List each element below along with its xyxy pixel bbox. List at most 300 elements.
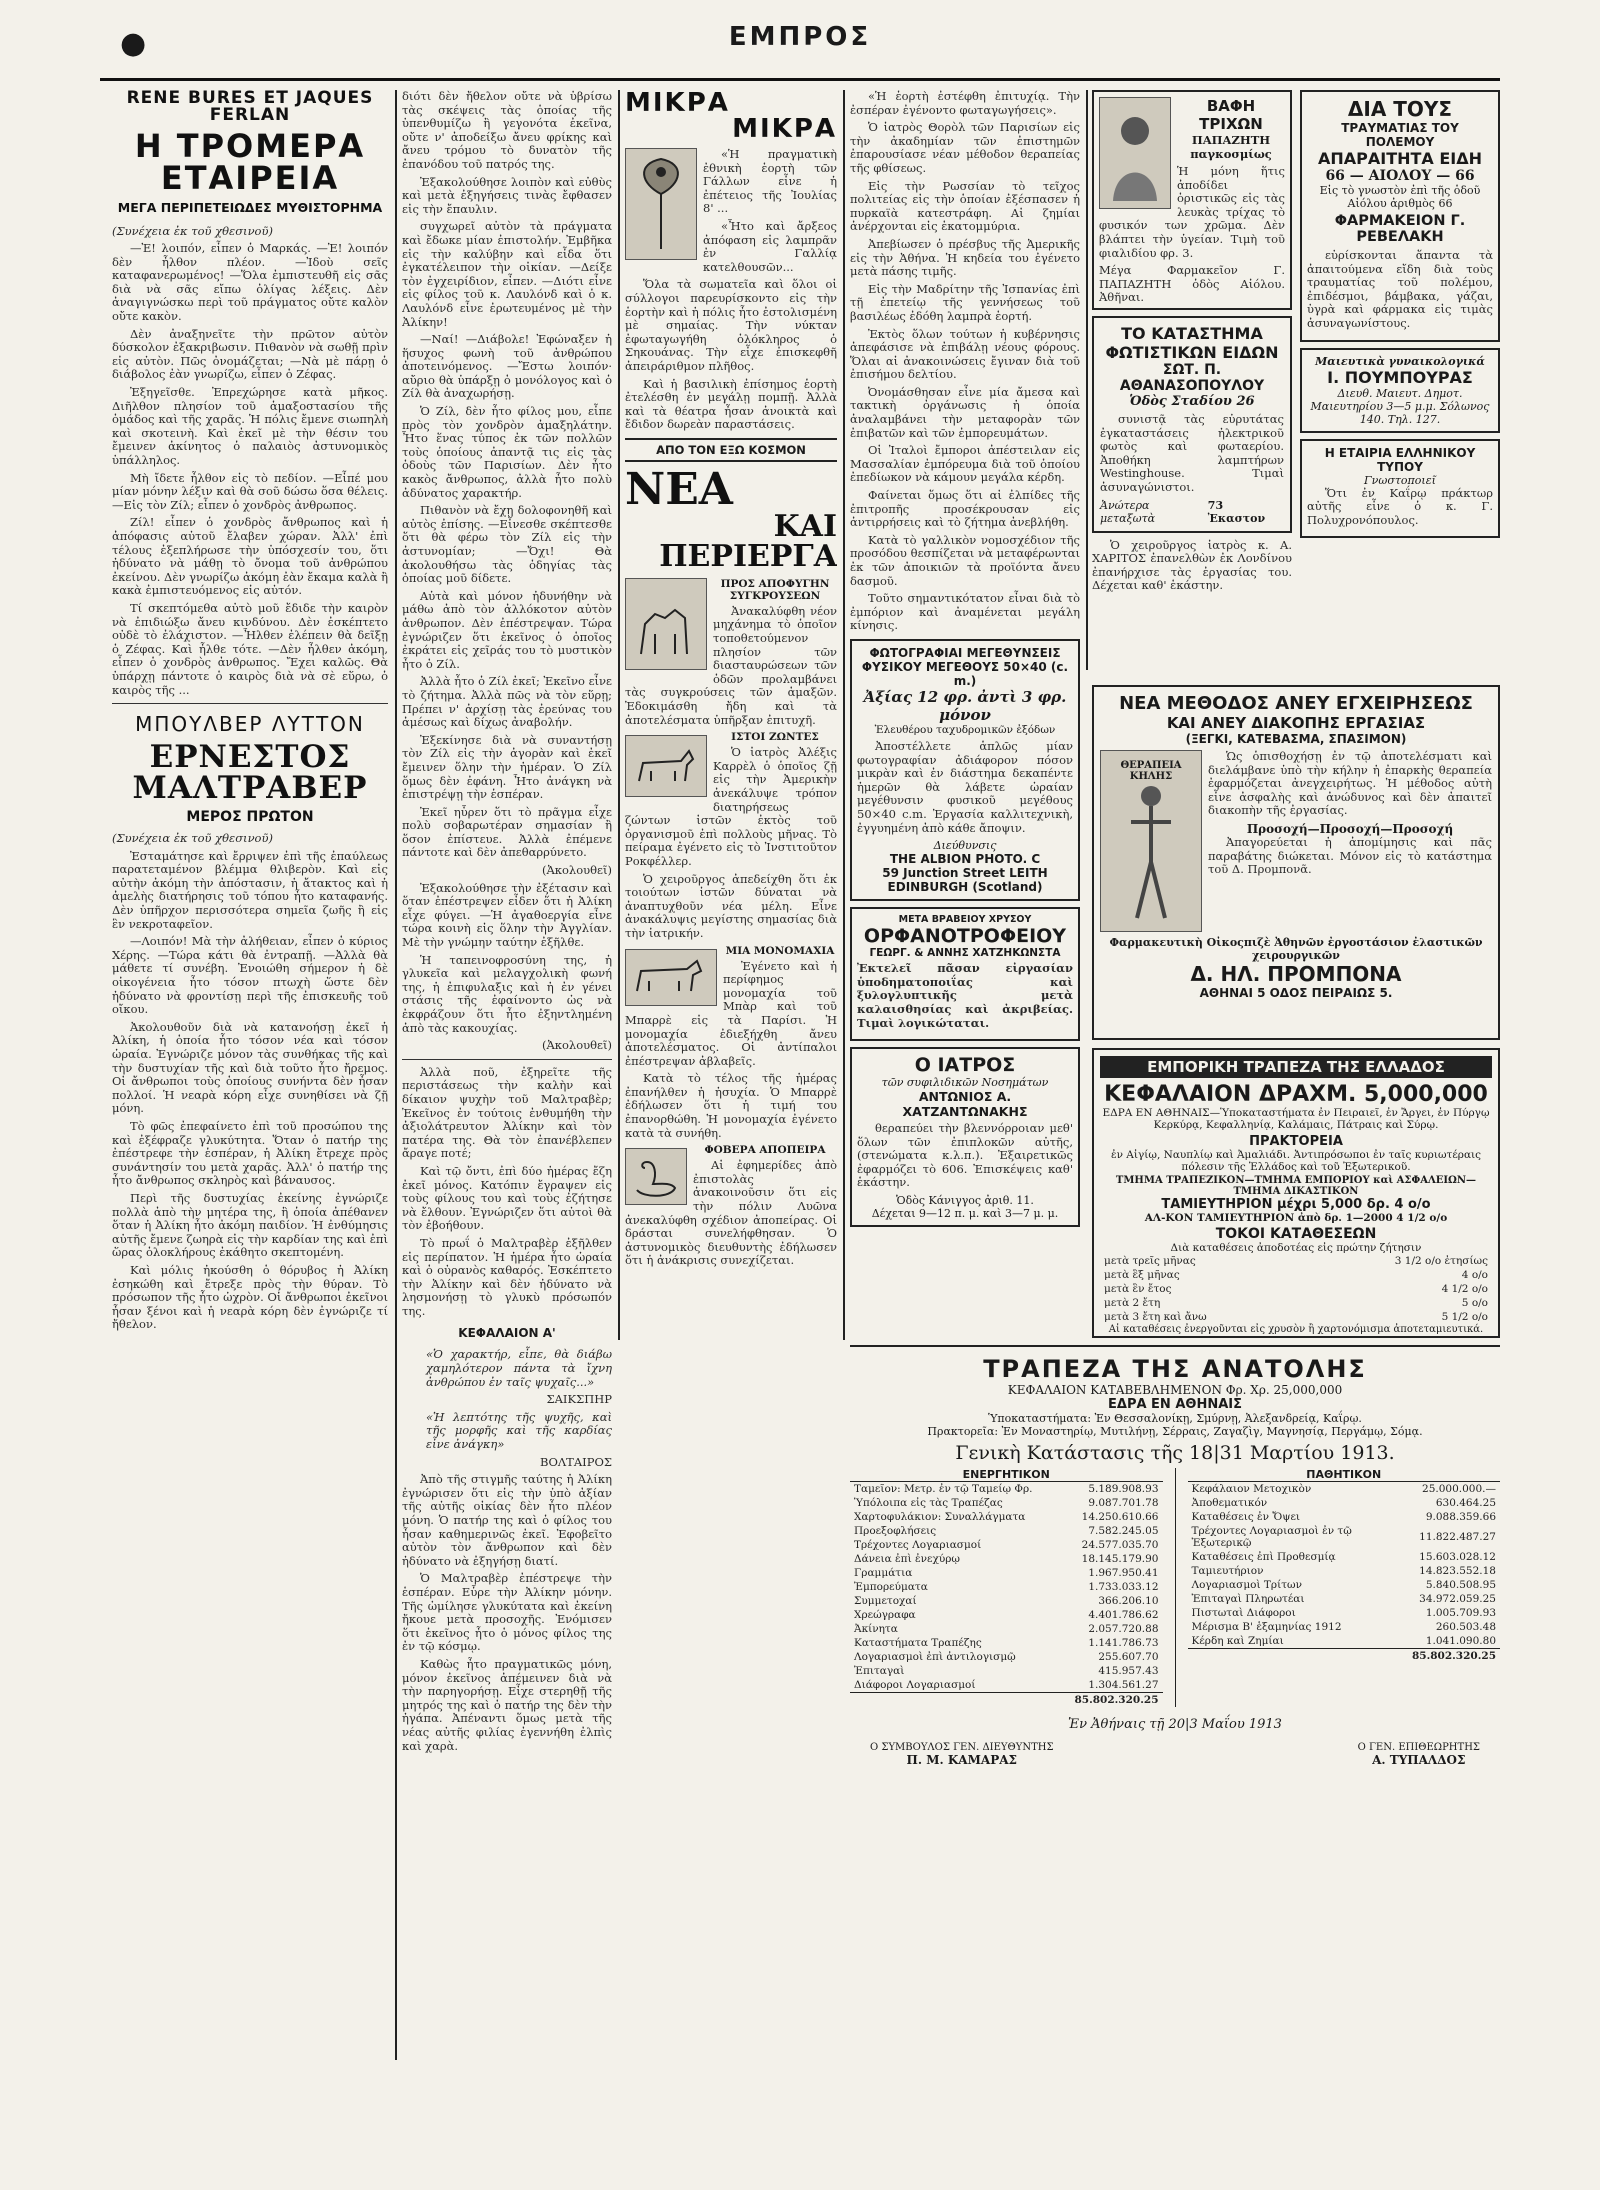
statement-capital: ΚΕΦΑΛΑΙΟΝ ΚΑΤΑΒΕΒΛΗΜΕΝΟΝ Φρ. Χρ. 25,000,000 bbox=[1007, 1383, 1343, 1397]
ad-address: Ὁδὸς Σταδίου 26 bbox=[1129, 394, 1255, 409]
asset-label: Καταστήματα Τραπέζης bbox=[854, 1637, 982, 1649]
hernia-treatment-ad bbox=[1092, 685, 1500, 1040]
bank-capital: ΚΕΦΑΛΑΙΟΝ ΔΡΑΧΜ. 5,000,000 bbox=[1104, 1082, 1488, 1107]
asset-value: 1.967.950.41 bbox=[1088, 1567, 1159, 1579]
article-paragraph: Ἐκεῖ ηὗρεν ὅτι τὸ πρᾶγμα εἶχε πολὺ σοβαρωτέραν σημασίαν ἢ ὅσον ἐπίστευε. Ἀλλὰ ἐπέμενε πάντοτε καὶ δὲν ἀπεθαρρύνετο. bbox=[402, 804, 612, 860]
rate-label: μετὰ ἓν ἔτος bbox=[1104, 1283, 1172, 1295]
ad-text: Ἡ μόνη ἥτις ἀποδίδει ὁριστικῶς εἰς τὰς λευκὰς τρίχας τὸ φυσικόν των χρῶμα. Δὲν βλάπτει τὴν ὑγείαν. Τιμὴ τοῦ φιαλιδίου φρ. 3. bbox=[1099, 164, 1285, 260]
ad-address: ΑΘΗΝΑΙ 5 ΟΔΟΣ ΠΕΙΡΑΙΩΣ 5. bbox=[1199, 986, 1393, 1000]
news-item-title: ΜΙΑ ΜΟΝΟΜΑΧΙΑ bbox=[725, 944, 835, 957]
liabilities-total: 85.802.320.25 bbox=[1411, 1650, 1496, 1662]
ad-line: ΣΩΤ. Π. ΑΘΑΝΑΣΟΠΟΥΛΟΥ bbox=[1119, 362, 1265, 394]
rate-value: 4 1/2 ο/ο bbox=[1441, 1283, 1488, 1295]
liability-label: Τρέχοντες Λογαριασμοὶ ἐν τῷ Ἐξωτερικῷ bbox=[1191, 1525, 1352, 1549]
ad-address: 59 Junction Street LEITH bbox=[882, 866, 1048, 881]
table-row bbox=[1188, 1592, 1501, 1606]
serial-title-2: ΕΡΝΕΣΤΟΣ ΜΑΛΤΡΑΒΕΡ bbox=[132, 739, 368, 807]
news-item-title: ΙΣΤΟΙ ΖΩΝΤΕΣ bbox=[731, 731, 819, 744]
war-wounded-ad bbox=[1300, 90, 1500, 342]
article-paragraph: Ἀκολουθοῦν διὰ νὰ κατανοήσῃ ἐκεῖ ἡ Ἀλίκη, ἡ ὁποία ἦτο τόσον νέα καὶ τόσον ὡραία. Ἐγνώριζε μόνον τὰς συνθήκας τῆς καὶ τὴν δυστυχίαν τῆς καὶ διὰ τοῦτο ἦτο ἤρεμος. Οἱ ἄνθρωποι τοὺς ὁποίους συνήντα δὲν ἦσαν πολλοί. Ἡ νεαρὰ κόρη εἶχε συνηθίσει νὰ ζῇ μόνη. bbox=[112, 1019, 388, 1116]
asset-value: 4.401.786.62 bbox=[1088, 1609, 1159, 1621]
statement-agencies: Πρακτορεῖα: Ἐν Μοναστηρίῳ, Μυτιλήνῃ, Σέρραις, Ζαγαζὶγ, Μαγνησίᾳ, Περγάμῳ, Σόμᾳ. bbox=[927, 1425, 1423, 1438]
asset-label: Ταμεῖον: Μετρ. ἐν τῷ Ταμείῳ Φρ. bbox=[854, 1483, 1033, 1495]
ad-line: ΓΕΩΡΓ. & ΑΝΝΗΣ ΧΑΤΖΗΚΩΝΣΤΑ bbox=[869, 947, 1061, 960]
table-row bbox=[850, 1482, 1163, 1496]
bank-rates-note: Αἱ καταθέσεις ἐνεργοῦνται εἰς χρυσὸν ἢ χαρτονόμισμα ἀποτεταμιευτικά. bbox=[1108, 1324, 1484, 1335]
liabilities-column bbox=[1188, 1468, 1501, 1707]
article-paragraph: διότι δὲν ἤθελον οὔτε νὰ ὑβρίσω τὰς σκέψεις τὰς ὁποίας τῆς ὑπενθυμίζω ἢ γεγονότα ἐκεῖνα, οὔτε ν' ἀποδείξω ἄνευ φρίκης καὶ ἄνευ τρόμου τὸ δυνατὸν τῆς ἐπανόδου τοῦ πατρός της. bbox=[402, 90, 612, 171]
asset-label: Χαρτοφυλάκιον: Συναλλάγματα bbox=[854, 1511, 1026, 1523]
ad-subline: (ΞΕΓΚΙ, ΚΑΤΕΒΑΣΜΑ, ΣΠΑΣΙΜΟΝ) bbox=[1185, 732, 1407, 746]
news-paragraph: Ὀνομάσθησαν εἶνε μία ἄμεσα καὶ τακτικὴ ὀργάνωσις ἡ ὁποία ἀναλαμβάνει τὴν μεταφορὰν τῶν ἐπιβατῶν καὶ τῶν ἐμπορευμάτων. bbox=[850, 384, 1080, 440]
column-ads-right bbox=[1300, 90, 1500, 675]
news-paragraph: Φαίνεται ὅμως ὅτι αἱ ἐλπίδες τῆς ἐπιτροπῆς προσέκρουσαν εἰς ἀντιρρήσεις καὶ τὸ ζήτημα ἀνεβλήθη. bbox=[850, 488, 1080, 530]
news-paragraph: Ἀπεβίωσεν ὁ πρέσβυς τῆς Ἀμερικῆς εἰς τὴν Ἀθήνα. Ἡ κηδεία του ἐγένετο μετὰ πάσης τιμῆς. bbox=[850, 236, 1080, 279]
dog-illustration bbox=[625, 735, 707, 797]
ad-line: ΦΥΣΙΚΟΥ ΜΕΓΕΘΟΥΣ 50×40 (c. m.) bbox=[861, 659, 1069, 688]
news-paragraph: Εἰς τὴν Μαδρίτην τῆς Ἰσπανίας ἐπὶ τῇ ἐπετείῳ τῆς γεννήσεως τοῦ βασιλέως ἐδόθη λαμπρὰ ἑορτή. bbox=[850, 281, 1080, 323]
peacock-icon bbox=[631, 154, 691, 254]
table-row bbox=[1100, 1268, 1492, 1282]
ad-address: Ὁδὸς Κάνιγγος ἀριθ. 11. bbox=[896, 1194, 1034, 1208]
table-row bbox=[1100, 1282, 1492, 1296]
asset-value: 415.957.43 bbox=[1098, 1665, 1159, 1677]
table-row bbox=[1100, 1296, 1492, 1310]
ad-title: ΒΑΦΗ ΤΡΙΧΩΝ bbox=[1199, 97, 1263, 133]
article-paragraph: Ἐξακολούθησε λοιπὸν καὶ εὐθὺς καὶ μετὰ ἐξηγήσεις τινὰς ἔφθασεν εἰς τὴν ἔπαυλιν. bbox=[402, 174, 612, 216]
column-news-ads bbox=[850, 90, 1080, 1330]
news-paragraph: Αἱ ἐφημερίδες ἀπὸ ἐπιστολὰς ἀνακοινοῦσιν ὅτι εἰς τὴν πόλιν Λυῶνα ἀνεκαλύφθη σχέδιον ἀποπείρας. Οἱ δράσται συνελήφθησαν. Ὁ ἀστυνομικὸς διευθυντὴς ἐδήλωσεν ὅτι ἡ ἀνάκρισις συνεχίζεται. bbox=[625, 1158, 837, 1268]
article-paragraph: Αὐτὰ καὶ μόνον ἠδυνήθην νὰ μάθω ἀπὸ τὸν ἀλλόκοτον αὐτὸν ἀνθρωπον. Δὲν ἐπέστρεψαν. Τώρα ἐγνώριζεν ὅτι ἐκεῖνος ὁ ὁποῖος ἐκράτει εἰς χεῖράς του τὸ μυστικὸν ἦτο ὁ Ζίλ. bbox=[402, 588, 612, 671]
ad-title: ΤΟ ΚΑΤΑΣΤΗΜΑ ΦΩΤΙΣΤΙΚΩΝ ΕΙΔΩΝ bbox=[1105, 324, 1279, 362]
liability-label: Μέρισμα Β' ἑξαμηνίας 1912 bbox=[1191, 1621, 1342, 1633]
article-paragraph: Δὲν ἀναξηνεῖτε τὴν πρῶτον αὐτὸν δύσκολον ἐξακριβωσιν. Πιθανὸν νὰ σωθῇ πρὶν εἰς αὐτὸν. Πῶς ὀνομάζεται; —Νὰ μὲ πάρῃ ὁ διάβολος ἐὰν γνωρίζω, εἶπεν ὁ Ζέφας. bbox=[112, 326, 388, 382]
news-paragraph: «Ἦτο καὶ ἄρξεος ἀπόφαση εἰς λαμπρᾶν ἐν Γαλλίᾳ κατελθουσῶν... bbox=[703, 218, 837, 274]
table-row bbox=[850, 1524, 1163, 1538]
liability-label: Ταμιευτήριον bbox=[1191, 1565, 1264, 1577]
ad-line: 66 — ΑΙΟΛΟΥ — 66 bbox=[1325, 168, 1475, 184]
liability-label: Κεφάλαιον Μετοχικὸν bbox=[1191, 1483, 1312, 1495]
asset-label: Γραμμάτια bbox=[854, 1567, 913, 1579]
signatures bbox=[850, 1742, 1500, 1767]
news-paragraph: Ὅλα τὰ σωματεῖα καὶ ὅλοι οἱ σύλλογοι παρευρίσκοντο εἰς τὴν ἑορτὴν καὶ ἡ πόλις ἦτο ἐστολισμένη μὲ σημαίας. Τὴν νύκταν ἐφωταγωγήθη ὁλόκληρος ὁ Σηκουάνας. Τὴν εἶχε ἐπισκεφθῆ ἀπειράριθμον πλῆθος. bbox=[625, 277, 837, 373]
asset-label: Τρέχοντες Λογαριασμοί bbox=[854, 1539, 982, 1551]
table-row bbox=[850, 1650, 1163, 1664]
ad-title: ΦΑΡΜΑΚΕΙΟΝ Γ. ΡΕΒΕΛΑΚΗ bbox=[1334, 213, 1466, 245]
news-paragraph: Οἱ Ἰταλοὶ ἔμποροι ἀπέστειλαν εἰς Μασσαλίαν ἐμπόρευμα διὰ τοῦ ὁποίου ἐπεδίωκον νὰ κάμουν μεγάλα κέρδη. bbox=[850, 443, 1080, 485]
ad-text: εὑρίσκονται ἅπαντα τὰ ἀπαιτούμενα εἴδη διὰ τοὺς τραυματίας τοῦ πολέμου, ἐπιδέσμοι, βάμβακα, γάζαι, ὑγρὰ καὶ φάρμακα εἰς τιμὰς ἀσυναγωνίστους. bbox=[1307, 248, 1493, 330]
lighting-store-ad bbox=[1092, 316, 1292, 533]
news-item-title: ΠΡΟΣ ΑΠΟΦΥΓΗΝ ΣΥΓΚΡΟΥΣΕΩΝ bbox=[720, 577, 830, 602]
asset-value: 366.206.10 bbox=[1098, 1595, 1159, 1607]
ad-line: Προσοχή—Προσοχή—Προσοχή bbox=[1246, 821, 1454, 836]
table-row bbox=[1188, 1550, 1501, 1564]
ad-title: ΔΙΑ ΤΟΥΣ bbox=[1347, 97, 1453, 121]
signature-right bbox=[1358, 1742, 1480, 1767]
ad-footer bbox=[1100, 499, 1284, 525]
assets-column bbox=[850, 1468, 1163, 1707]
ad-price: Ἀξίας 12 φρ. ἀντὶ 3 φρ. μόνον bbox=[863, 687, 1067, 724]
epigraph: «Ἡ λεπτότης τῆς ψυχῆς, καὶ τῆς μορφῆς καὶ τῆς καρδίας εἶνε ἀνάγκη» bbox=[426, 1409, 612, 1452]
rate-value: 5 1/2 ο/ο bbox=[1441, 1311, 1488, 1323]
ad-subline: ΠΑΠΑΖΗΤΗ παγκοσμίως bbox=[1190, 133, 1272, 161]
epigraph: «Ὁ χαρακτήρ, εἶπε, θὰ διάβω χαμηλότερον πάντα τὰ ἴχνη ἀνθρώπου ἐν ταῖς ψυχαῖς...» bbox=[426, 1347, 612, 1389]
liability-label: Κέρδη καὶ Ζημίαι bbox=[1191, 1635, 1284, 1647]
doctor-ad bbox=[850, 1047, 1080, 1227]
serial-part: ΜΕΡΟΣ ΠΡΩΤΟΝ bbox=[186, 809, 314, 826]
column-rule bbox=[1175, 1468, 1176, 1707]
continuation-note: (Συνέχεια ἐκ τοῦ χθεσινοῦ) bbox=[112, 831, 273, 846]
serial-subtitle: ΜΕΓΑ ΠΕΡΙΠΕΤΕΙΩΔΕΣ ΜΥΘΙΣΤΟΡΗΜΑ bbox=[117, 200, 383, 215]
table-row bbox=[850, 1608, 1163, 1622]
asset-label: Δάνεια ἐπὶ ἐνεχύρῳ bbox=[854, 1553, 960, 1565]
column-serial-continued bbox=[402, 90, 612, 2160]
news-paragraph: Τοῦτο σημαντικότατον εἶναι διὰ τὸ ἐμπόριον καὶ ἀναμένεται μεγάλη κίνησις. bbox=[850, 591, 1080, 633]
total-row bbox=[1188, 1649, 1501, 1664]
woman-portrait bbox=[1099, 97, 1171, 209]
ad-title: Ι. ΠΟΥΜΠΟΥΡΑΣ bbox=[1327, 367, 1473, 387]
article-paragraph: Ὁ Μαλτραβὲρ ἐπέστρεψε τὴν ἑσπέραν. Εὗρε τὴν Ἀλίκην μόνην. Τῆς ὡμίλησε γλυκύτατα καὶ ἐκείνη ἤκουε μετὰ προσοχῆς. Ἐνόμισεν ὅτι ἐκεῖνος ἦτο ὁ μόνος φίλος της ἐν τῷ κόσμῳ. bbox=[402, 1571, 612, 1654]
ad-title: Η ΕΤΑΙΡΙΑ ΕΛΛΗΝΙΚΟΥ ΤΥΠΟΥ bbox=[1324, 445, 1476, 474]
liability-value: 1.005.709.93 bbox=[1425, 1607, 1496, 1619]
statement-title: ΤΡΑΠΕΖΑ ΤΗΣ ΑΝΑΤΟΛΗΣ bbox=[983, 1355, 1367, 1383]
signature-name: Α. ΤΥΠΑΛΔΟΣ bbox=[1372, 1753, 1466, 1767]
ad-text: Ἀπαγορεύεται ἡ ἀπομίμησις καὶ πᾶς παραβάτης διώκεται. Μόνον εἰς τὸ κατάστημα τοῦ Δ. Προμπονᾶ. bbox=[1208, 834, 1492, 877]
peacock-illustration bbox=[625, 148, 697, 260]
emporiki-bank-ad bbox=[1092, 1048, 1500, 1338]
illustration-label: ΘΕΡΑΠΕΙΑ ΚΗΛΗΣ bbox=[1120, 760, 1182, 782]
table-row bbox=[850, 1636, 1163, 1650]
news-paragraph: Ὁ ἰατρὸς Θορὸλ τῶν Παρισίων εἰς τὴν ἀκαδημίαν τῶν ἐπιστημῶν ἐπαρουσίασε νέαν μέθοδον θεραπείας τῆς φθίσεως. bbox=[850, 120, 1080, 175]
ad-text: Ἀποστέλλετε ἁπλῶς μίαν φωτογραφίαν ἀδιάφορον πόσον μικρὰν καὶ ἐν διάστημα δεκαπέντε ἡμερῶν θὰ λάβετε ὡραίαν μεγέθυνσιν φυσικοῦ μεγέθους 50×40 c.m. Ἐργασία καλλιτεχνικὴ, ἐγγυημένη ἀπὸ κάθε ἄποψιν. bbox=[857, 738, 1073, 835]
assets-total: 85.802.320.25 bbox=[1074, 1694, 1159, 1706]
midwife-ad bbox=[1300, 348, 1500, 433]
news-item-title: ΦΟΒΕΡΑ ΑΠΟΠΕΙΡΑ bbox=[704, 1144, 826, 1157]
liability-label: Πιστωταὶ Διάφοροι bbox=[1191, 1607, 1296, 1619]
asset-label: Ἐμπορεύματα bbox=[854, 1581, 928, 1593]
ad-title: ΦΩΤΟΓΡΑΦΙΑΙ ΜΕΓΕΘΥΝΣΕΙΣ bbox=[869, 645, 1061, 660]
asset-value: 18.145.179.90 bbox=[1081, 1553, 1159, 1565]
ad-tag: 73 Ἐκαστον bbox=[1207, 498, 1266, 525]
statement-date: Γενικὴ Κατάστασις τῆς 18|31 Μαρτίου 1913. bbox=[955, 1442, 1395, 1464]
ad-address: Μέγα Φαρμακεῖον Γ. ΠΑΠΑΖΗΤΗ ὁδὸς Αἰόλου. Ἀθῆναι. bbox=[1099, 263, 1285, 305]
section-header-mikra: ΜΙΚΡΑ bbox=[732, 114, 837, 144]
bank-of-orient-statement bbox=[850, 1345, 1500, 2167]
bank-savings-alt: ΑΛ-ΚΟΝ ΤΑΜΙΕΥΤΗΡΙΟΝ ἀπὸ δρ. 1—2000 4 1/2 ο/ο bbox=[1144, 1212, 1448, 1224]
asset-value: 1.304.561.27 bbox=[1088, 1679, 1159, 1691]
column-rule bbox=[395, 90, 397, 2060]
serial-author-2: ΜΠΟΥΛΒΕΡ ΛΥΤΤΟΝ bbox=[135, 712, 365, 737]
ad-title: ΝΕΑ ΜΕΘΟΔΟΣ ΑΝΕΥ ΕΓΧΕΙΡΗΣΕΩΣ bbox=[1119, 693, 1473, 714]
section-world: ΑΠΟ ΤΟΝ ΕΞΩ ΚΟΣΜΟΝ bbox=[625, 438, 837, 462]
article-paragraph: Καθὼς ἦτο πραγματικῶς μόνη, μόνον ἐκεῖνος ἀπέμεινεν διὰ νὰ τὴν παρηγορήσῃ. Εἶχε στερηθῇ τῆς μητρός της καὶ ὁ πατήρ της δὲν τὴν ἠγάπα. Ἀπέναντι ὅμως μετὰ τῆς νέας αὐτῆς φιλίας ἐγεννήθη ἐλπὶς καὶ χαρὰ. bbox=[402, 1656, 612, 1753]
article-paragraph: Πιθανὸν νὰ ἔχῃ δολοφονηθῆ καὶ αὐτὸς ἐπίσης. —Εἶνεσθε σκέπτεσθε ὅτι θὰ φέρω τὸν Ζίλ εἰς τὴν ἀστυνομίαν; —Ὄχι! Θὰ ἀκολουθήσω τὰς ὁδηγίας τὰς ὁποίας μοῦ δίδετε. bbox=[402, 503, 612, 586]
ad-subline: Εἰς τὸ γνωστὸν ἐπὶ τῆς ὁδοῦ Αἰόλου ἀριθμὸς 66 bbox=[1319, 184, 1481, 210]
liability-value: 34.972.059.25 bbox=[1419, 1593, 1496, 1605]
ad-text: θεραπεύει τὴν βλεννόρροιαν μεθ' ὅλων τῶν ἐπιπλοκῶν αὐτῆς, (στενώματα κ.λ.π.). Ἐξαιρετικῶς ἐφαρμόζει τὸ 606. Ἐπισκέψεις καθ' ἑκάστην. bbox=[857, 1121, 1073, 1190]
bank-treasury bbox=[1100, 1335, 1492, 1338]
table-row bbox=[1100, 1254, 1492, 1268]
news-paragraph: Ὁ ἰατρὸς Ἀλέξις Καρρὲλ ὁ ὁποῖος ζῇ εἰς τὴν Ἀμερικὴν ἀνεκάλυψε τρόπον διατηρήσεως ζώντων ἱστῶν ἐκτὸς τοῦ ὀργανισμοῦ ἐπὶ πολλοὺς μῆνας. Τὸ πείραμα ἐγένετο εἰς τὸ Ἰνστιτοῦτον Ροκφέλλερ. bbox=[625, 745, 837, 868]
portrait-icon bbox=[1105, 103, 1165, 203]
ad-line: ΑΝΤΩΝΙΟΣ Α. ΧΑΤΖΑΝΤΩΝΑΚΗΣ bbox=[902, 1089, 1028, 1120]
table-row bbox=[1188, 1634, 1501, 1649]
table-row bbox=[850, 1566, 1163, 1580]
ad-text: Ὡς ὁπισθοχήσῃ ἐν τῷ ἀποτελέσματι καὶ διελάμβανε ὑπὸ τὴν κήλην ἡ ἐπαρκὴς θεραπεία ἐφαρμόζεται ἀνεγχειρήτως. Ἡ μέθοδος αὐτὴ εἶνε ἀσφαλὴς καὶ ἀνώδυνος καὶ δὲν ἀπαιτεῖ διακοπὴν τῆς ἐργασίας. bbox=[1208, 749, 1492, 818]
asset-value: 24.577.035.70 bbox=[1081, 1539, 1159, 1551]
article-paragraph: συγχωρεῖ αὐτὸν τὰ πράγματα καὶ ἔδωκε μίαν ἐπιστολήν. Ἐμβῆκα εἰς τὴν καλύβην καὶ εἶδα ὅτι ἐγκατέλειπον τὴν οἰκίαν. —Δείξε τὸν ἐγχειρίδιον, εἶπεν. —Διότι εἶνε εἰς φίλος τοῦ κ. Λαυλόνδ καὶ ὁ κ. Λαυλόνδ εἶνε ἐρωτευμένος μὲ τὴν Ἀλίκην! bbox=[402, 219, 612, 329]
ad-address: EDINBURGH (Scotland) bbox=[887, 880, 1043, 895]
column-rule bbox=[843, 90, 845, 1340]
ad-line: ΤΡΑΥΜΑΤΙΑΣ ΤΟΥ ΠΟΛΕΜΟΥ bbox=[1341, 121, 1459, 149]
ad-address: THE ALBION PHOTO. C bbox=[889, 852, 1041, 867]
ad-line: Φαρμακευτικὴ Οἰκοςπιζὲ Ἀθηνῶν ἐργοστάσιον ἐλαστικῶν χειρουργικῶν bbox=[1109, 936, 1483, 962]
masthead bbox=[100, 8, 1500, 81]
article-paragraph: Καὶ τῷ ὄντι, ἐπὶ δύο ἡμέρας ἔζη ἐκεῖ μόνος. Κατόπιν ἔγραψεν εἰς τοὺς φίλους του καὶ τοὺς ἐζήτησε νὰ ἔλθουν. Ἐγνώριζεν ὅτι αὐτοὶ θὰ τὸν ἐβοήθουν. bbox=[402, 1163, 612, 1233]
signature-title: Ο ΓΕΝ. ΕΠΙΘΕΩΡΗΤΗΣ bbox=[1357, 1742, 1480, 1753]
asset-label: Ὑπόλοιπα εἰς τὰς Τραπέζας bbox=[854, 1497, 1003, 1509]
section-header-nea: ΝΕΑ bbox=[625, 463, 733, 515]
news-paragraph: Ὁ χειροῦργος ἀπεδείχθη ὅτι ἐκ τοιούτων ἱστῶν δύναται νὰ ἀναπτυχθοῦν νέα μέλη. Εἶνε ἀνακάλυψις μεγίστης σημασίας διὰ τὴν ἰατρικήν. bbox=[625, 871, 837, 940]
liability-value: 1.041.090.80 bbox=[1425, 1635, 1496, 1647]
newspaper-title: ΕΜΠΡΟΣ bbox=[728, 22, 872, 52]
table-row bbox=[850, 1664, 1163, 1678]
ad-title: ΟΡΦΑΝΟΤΡΟΦΕΙΟΥ bbox=[863, 925, 1067, 948]
table-row bbox=[1188, 1578, 1501, 1592]
page-marker: ● bbox=[120, 26, 147, 61]
continued-sign: (Ἀκολουθεῖ) bbox=[542, 863, 612, 878]
divider bbox=[112, 703, 388, 704]
ad-tag: Ἀνώτερα μεταξωτὰ bbox=[1100, 498, 1156, 525]
asset-label: Χρεώγραφα bbox=[854, 1609, 916, 1621]
bank-rates-table bbox=[1100, 1254, 1492, 1324]
table-row bbox=[1188, 1510, 1501, 1524]
horse-icon bbox=[631, 584, 701, 664]
table-row bbox=[850, 1510, 1163, 1524]
column-rule bbox=[618, 90, 620, 1340]
ad-subline: Γνωστοποιεῖ bbox=[1364, 473, 1436, 487]
asset-value: 9.087.701.78 bbox=[1088, 1497, 1159, 1509]
article-paragraph: Ὁ Ζίλ, δὲν ἦτο φίλος μου, εἶπε πρὸς τὸν χονδρὸν ἀμαξηλάτην. Ἦτο ἕνας τύπος ἐκ τῶν πολλῶν τοὺς ὁποίους ἀπαντᾷ τις εἰς τὰς ὁδοὺς τῶν Παρισίων. Δὲν ἦτο κακὸς ἄνθρωπος, ἀλλὰ ἦτο πολὺ ἀδύνατος χαρακτήρ. bbox=[402, 404, 612, 500]
table-row bbox=[1188, 1496, 1501, 1510]
ad-title: ΕΜΠΟΡΙΚΗ ΤΡΑΠΕΖΑ ΤΗΣ ΕΛΛΑΔΟΣ bbox=[1100, 1056, 1492, 1078]
asset-label: Λογαριασμοὶ ἐπὶ ἀντιλογισμῷ bbox=[854, 1651, 1016, 1663]
liability-label: Λογαριασμοὶ Τρίτων bbox=[1191, 1579, 1302, 1591]
table-row bbox=[850, 1594, 1163, 1608]
assets-header: ΕΝΕΡΓΗΤΙΚΟΝ bbox=[850, 1468, 1163, 1482]
liabilities-header: ΠΑΘΗΤΙΚΟΝ bbox=[1188, 1468, 1501, 1482]
news-paragraph: Κατὰ τὸ τέλος τῆς ἡμέρας ἐπανήλθεν ἡ ἡσυχία. Ὁ Μπαρρὲ ἐδήλωσεν ὅτι ἡ τιμή του ἐπανορθώθη. Ἡ μονομαχία ἐγένετο κατὰ τὰ συνήθη. bbox=[625, 1071, 837, 1140]
article-paragraph: Καὶ μόλις ἠκούσθη ὁ θόρυβος ἡ Ἀλίκη ἐσηκώθη καὶ ἔτρεξε πρὸς τὴν θύραν. Τὸ πρόσωπον τῆς ἦτο ὠχρὸν. Οἱ ἄνθρωποι ἐκεῖνοι ἦσαν ξένοι καὶ ἡ νεαρὰ κόρη δὲν ἐγνώριζε τί ἤθελον. bbox=[112, 1262, 388, 1332]
table-row bbox=[1188, 1564, 1501, 1578]
signature-left bbox=[870, 1742, 1054, 1767]
asset-label: Διάφοροι Λογαριασμοί bbox=[854, 1679, 976, 1691]
article-paragraph: Μὴ ἴδετε ἦλθον εἰς τὸ πεδίον. —Εἶπέ μου μίαν μόνην λέξιν καὶ θὰ σοῦ δώσω ὅσα θέλεις. —Εἰς τὸν Ζίλ; εἶπεν ὁ χονδρὸς ἀνθρωπος. bbox=[112, 470, 388, 512]
table-row bbox=[1188, 1620, 1501, 1634]
asset-label: Προεξοφλήσεις bbox=[854, 1525, 937, 1537]
article-paragraph: Τὸ φῶς ἐπεφαίνετο ἐπὶ τοῦ προσώπου της καὶ ἐξέφραζε γλυκύτητα. Ὅταν ὁ πατήρ της ἐπέστρεφε τὴν ἑσπέραν, ἡ Ἀλίκη ἔτρεχε πρὸς συνάντησίν του μετὰ χαρᾶς. Ἀλλ' ὁ πατήρ της ἦτο ἄνθρωπος σκληρὸς καὶ βάναυσος. bbox=[112, 1118, 388, 1188]
section-header-periergа: ΚΑΙ ΠΕΡΙΕΡΓΑ bbox=[659, 508, 837, 574]
continuation-note: (Συνέχεια ἐκ τοῦ χθεσινοῦ) bbox=[112, 223, 273, 238]
section-header-mikra: ΜΙΚΡΑ bbox=[625, 90, 730, 118]
article-paragraph: —Ἐ! λοιπόν, εἶπεν ὁ Μαρκάς. —Ἐ! λοιπόν δὲν ἦλθον πλέον. —Ἰδοὺ σεῖς καταφανερωμένος! —Ὅλα ἐμπιστευθῆ εἰς σᾶς διὰ νὰ σᾶς εἴπω ὀλίγας λέξεις. Δὲν ἀναγιγνώσκω περὶ τοῦ πράγματος οὔτε καλὸν οὔτε κακὸν. bbox=[112, 241, 388, 324]
table-row bbox=[850, 1538, 1163, 1552]
bank-rates-title: ΤΟΚΟΙ ΚΑΤΑΘΕΣΕΩΝ bbox=[1215, 1226, 1377, 1242]
press-company-ad bbox=[1300, 439, 1500, 539]
statement-seat: ΕΔΡΑ ΕΝ ΑΘΗΝΑΙΣ bbox=[1108, 1397, 1242, 1412]
column-serials bbox=[112, 90, 388, 2160]
article-paragraph: Ἀλλὰ ποῦ, ἐξηρεῖτε τῆς περιστάσεως τὴν καλὴν καὶ δίκαιον ψυχὴν τοῦ Μαλτραβὲρ; Ἐκεῖνος ἐν τούτοις ἐνθυμήθη τὴν ἀξιολάτρευτον Ἀλίκην καὶ τὸν πατέρα της. Θὰ τὸν ἐπανέβλεπεν ἄραγε ποτέ; bbox=[402, 1064, 612, 1161]
ad-text: Ἐκτελεῖ πᾶσαν εἰργασίαν ὑποδηματοποιΐας καὶ ξυλογλυπτικῆς μετὰ καλαισθησίας καὶ ἀκριβείας. Τιμαὶ λογικώταται. bbox=[857, 961, 1073, 1030]
liability-value: 630.464.25 bbox=[1435, 1497, 1496, 1509]
liability-label: Καταθέσεις ἐπὶ Προθεσμίᾳ bbox=[1191, 1551, 1336, 1563]
asset-value: 2.057.720.88 bbox=[1088, 1623, 1159, 1635]
article-paragraph: —Λοιπόν! Μὰ τὴν ἀλήθειαν, εἶπεν ὁ κύριος Χέρης. —Τώρα κάτι θὰ ἐντραπῇ. —Ἀλλὰ θὰ μάθετε τί συνέβη. Ἐνοιώθη σήμερον ἡ δὲ οἰκογένεια ἦτο τόσον πτωχὴ ὥστε δὲν ἠδύνατο νὰ φροντίσῃ περὶ τῆς ἐπισκευῆς τοῦ οἴκου. bbox=[112, 934, 388, 1017]
serial-authors: RENE BURES ET JAQUES FERLAN bbox=[126, 90, 374, 125]
ad-subline: τῶν συφιλιδικῶν Νοσημάτων bbox=[881, 1076, 1049, 1090]
continued-sign: (Ἀκολουθεῖ) bbox=[542, 1038, 612, 1053]
bank-departments: ΤΜΗΜΑ ΤΡΑΠΕΖΙΚΟΝ—ΤΜΗΜΑ ΕΜΠΟΡΙΟΥ καὶ ΑΣΦΑΛΕΙΩΝ—ΤΜΗΜΑ ΔΙΚΑΣΤΙΚΟΝ bbox=[1115, 1175, 1477, 1197]
swan-icon bbox=[631, 1154, 681, 1199]
article-paragraph: Ζίλ! εἶπεν ὁ χονδρὸς ἄνθρωπος καὶ ἡ ἀπόφασις αὐτοῦ ἔλαβεν χώραν. Ἀλλ' ἐπὶ τέλους ἐξεπλήρωσε τὴν ὑπόσχεσίν του, ὅτι ἠδύνατο νὰ μάθῃ τὸ ὄνομα τοῦ ἀνθρώπου ἐκείνου. Δὲν γνωρίζω ἀκόμη ἐὰν ἔκαμα καλὰ ἢ κακὰ ἐμπιστευόμενος εἰς αὐτόν. bbox=[112, 515, 388, 598]
liability-label: Ἐπιταγαὶ Πληρωτέαι bbox=[1191, 1593, 1305, 1605]
rate-label: μετὰ τρεῖς μῆνας bbox=[1104, 1255, 1196, 1267]
ad-address-label: Διεύθυνσις bbox=[933, 839, 997, 853]
news-paragraph: Ἐγένετο καὶ ἡ περίφημος μονομαχία τοῦ Μπὰρ καὶ τοῦ Μπαρρὲ εἰς τὰ Παρίσι. Ἡ μονομαχία ἐδιεξήχθη ἄνευ ἀποτελέσματος. Οἱ ἀντίπαλοι ἐπέστρεψαν ἀβλαβεῖς. bbox=[625, 958, 837, 1068]
signature-name: Π. Μ. ΚΑΜΑΡΑΣ bbox=[906, 1753, 1018, 1767]
table-row bbox=[1188, 1606, 1501, 1620]
news-paragraph: Εἰς τὴν Ρωσσίαν τὸ τεῖχος πολιτείας εἰς τὴν ὁποίαν ἐξέσπασεν ἡ πυρκαϊὰ κατεστράφη. Αἱ ζημίαι ἀνέρχονται εἰς ἑκατομμύρια. bbox=[850, 178, 1080, 234]
statement-branches: Ὑποκαταστήματα: Ἐν Θεσσαλονίκῃ, Σμύρνῃ, Ἀλεξανδρείᾳ, Καΐρῳ. bbox=[988, 1412, 1362, 1425]
article-paragraph: Περὶ τῆς δυστυχίας ἐκείνης ἐγνώριζε πολλὰ ἀπὸ τὴν μητέρα της, ἣ ὁποία ἀπέθανεν ὅταν ἡ Ἀλίκη ἦτο ἀκόμη παιδίον. Ἡ ἐνθύμησις αὐτῆς ἔμενε ζωηρὰ εἰς τὴν καρδίαν της καὶ ἐπὶ ὥρας ὁλοκλήρους ἐκάθητο σκεπτομένη. bbox=[112, 1190, 388, 1260]
article-paragraph: —Ναί! —Διάβολε! Ἐφώναξεν ἡ ἥσυχος φωνὴ τοῦ ἀνθρώπου ἀποτεινόμενος. —Ἔστω λοιπόν· αὔριο θὰ ὑπάρξῃ ὁ μονόλογος καὶ ὁ Ζίλ θὰ ἀναχωρήσῃ. bbox=[402, 332, 612, 401]
epigraph-author: ΣΑΙΚΣΠΗΡ bbox=[546, 1392, 612, 1407]
total-row bbox=[850, 1693, 1163, 1708]
rate-label: μετὰ ἓξ μῆνας bbox=[1104, 1269, 1180, 1281]
news-paragraph: «Ἡ ἑορτὴ ἐστέφθη ἐπιτυχίᾳ. Τὴν ἐσπέραν ἐγένοντο φωταγωγήσεις». bbox=[850, 90, 1080, 117]
ox-icon bbox=[631, 955, 711, 1000]
ad-text: Διευθ. Μαιευτ. Δημοτ. Μαιευτηρίου 3—5 μ.μ. Σόλωνος 140. Τηλ. 127. bbox=[1310, 386, 1490, 426]
liability-value: 11.822.487.27 bbox=[1419, 1531, 1496, 1543]
ad-text: συνιστᾷ τὰς εὐρυτάτας ἐγκαταστάσεις ἠλεκτρικοῦ φωτὸς καὶ φωταερίου. Ἀποθήκη λαμπτήρων Westinghouse. Τιμαὶ ἀσυναγώνιστοι. bbox=[1100, 412, 1284, 494]
cattle-illustration bbox=[625, 949, 717, 1006]
column-rule bbox=[1086, 90, 1088, 670]
epigraph-author: ΒΟΛΤΑΙΡΟΣ bbox=[540, 1454, 612, 1469]
table-row bbox=[1100, 1310, 1492, 1324]
bank-agencies: ἐν Αἰγίῳ, Ναυπλίῳ καὶ Ἀμαλιάδι. Ἀντιπρόσωποι ἐν ταῖς κυριωτέραις πόλεσιν τῆς Ἑλλάδος καὶ τοῦ Ἐξωτερικοῦ. bbox=[1110, 1149, 1482, 1173]
article-paragraph: Ἀλλὰ ἦτο ὁ Ζίλ ἐκεῖ; Ἐκεῖνο εἶνε τὸ ζήτημα. Ἀλλὰ πῶς νὰ τὸν εὕρῃ; Πρέπει ν' ἀρχίσῃ τὰς ἐρεύνας του ἀμέσως καὶ δίχως ἀναβολήν. bbox=[402, 674, 612, 730]
column-news bbox=[625, 90, 837, 1330]
liability-value: 25.000.000.— bbox=[1422, 1483, 1496, 1495]
serial-title: Η ΤΡΟΜΕΡΑ ΕΤΑΙΡΕΙΑ bbox=[134, 127, 366, 197]
asset-label: Ἐπιταγαὶ bbox=[854, 1665, 905, 1677]
ad-subline: ΜΕΤΑ ΒΡΑΒΕΙΟΥ ΧΡΥΣΟΥ bbox=[898, 914, 1032, 926]
statement-columns bbox=[850, 1468, 1500, 1707]
ad-line: ΚΑΙ ΑΝΕΥ ΔΙΑΚΟΠΗΣ ΕΡΓΑΣΙΑΣ bbox=[1166, 714, 1426, 732]
hernia-illustration bbox=[1100, 750, 1202, 932]
news-paragraph: Ἀνακαλύφθη νέον μηχάνημα τὸ ὁποῖον τοποθετούμενον πλησίον τῶν διασταυρώσεων τῶν ὁδῶν προλαμβάνει τὰς συγκρούσεις τῶν ἁμαξῶν. Ἐδοκιμάσθη ἤδη καὶ τὰ ἀποτελέσματα ὑπῆρξαν ἐπιτυχῆ. bbox=[625, 603, 837, 727]
asset-value: 7.582.245.05 bbox=[1088, 1525, 1159, 1537]
swan-illustration bbox=[625, 1148, 687, 1205]
hair-dye-ad bbox=[1092, 90, 1292, 310]
article-paragraph: Τὸ πρωΐ ὁ Μαλτραβὲρ ἐξῆλθεν εἰς περίπατον. Ἡ ἡμέρα ἦτο ὡραία καὶ ὁ οὐρανὸς καθαρός. Ἐσκέπτετο τὴν Ἀλίκην καὶ δὲν ἠδύνατο νὰ λησμονήσῃ τὸ γλυκὺ πρόσωπόν της. bbox=[402, 1235, 612, 1318]
ad-line: ΑΠΑΡΑΙΤΗΤΑ ΕΙΔΗ bbox=[1317, 149, 1483, 168]
news-paragraph: «Ἡ πραγματικὴ ἐθνικὴ ἑορτὴ τῶν Γάλλων εἶνε ἡ ἐπέτειος τῆς Ἰουλίας 8' ... bbox=[703, 147, 837, 216]
liability-label: Ἀποθεματικόν bbox=[1191, 1497, 1268, 1509]
liability-value: 260.503.48 bbox=[1435, 1621, 1496, 1633]
asset-label: Συμμετοχαί bbox=[854, 1595, 917, 1607]
chapter-heading: ΚΕΦΑΛΑΙΟΝ Α' bbox=[458, 1326, 556, 1341]
article-paragraph: Ἐξακολούθησε τὴν ἐξέτασιν καὶ ὅταν ἐπέστρεψεν εἶδεν ὅτι ἡ Ἀλίκη εἶχε φύγει. —Ἡ ἀγαθοεργία εἶνε τώρα κοινὴ εἰς ὅλην τὴν Ἀγγλίαν. Μὲ τὴν γνώμην ταύτην ἐξῆλθε. bbox=[402, 880, 612, 950]
rate-label: μετὰ 2 ἔτη bbox=[1104, 1297, 1161, 1309]
asset-label: Ἀκίνητα bbox=[854, 1623, 898, 1635]
ad-text: Ὅτι ἐν Καΐρῳ πράκτωρ αὐτῆς εἶνε ὁ κ. Γ. Πολυχρονόπουλος. bbox=[1307, 485, 1493, 527]
liability-value: 9.088.359.66 bbox=[1425, 1511, 1496, 1523]
asset-value: 1.141.786.73 bbox=[1088, 1637, 1159, 1649]
column-ads-left bbox=[1092, 90, 1292, 675]
liabilities-table bbox=[1188, 1482, 1501, 1663]
asset-value: 5.189.908.93 bbox=[1088, 1483, 1159, 1495]
asset-value: 255.607.70 bbox=[1098, 1651, 1159, 1663]
table-row bbox=[850, 1496, 1163, 1510]
orphanage-ad bbox=[850, 907, 1080, 1041]
dog-icon bbox=[631, 741, 701, 791]
rate-value: 4 ο/ο bbox=[1461, 1269, 1488, 1281]
bank-agencies-title: ΠΡΑΚΤΟΡΕΙΑ bbox=[1249, 1134, 1343, 1149]
divider bbox=[402, 1059, 612, 1060]
bank-rates-intro: Διὰ καταθέσεις ἀποδοτέας εἰς πρώτην ζήτησιν bbox=[1170, 1242, 1422, 1254]
bank-savings: ΤΑΜΙΕΥΤΗΡΙΟΝ μέχρι 5,000 δρ. 4 ο/ο bbox=[1161, 1197, 1431, 1212]
photo-enlargement-ad bbox=[850, 639, 1080, 901]
ad-subline: Ἐλευθέρου ταχυδρομικῶν ἐξόδων bbox=[874, 723, 1056, 736]
article-paragraph: Ἡ ταπεινοφροσύνη της, ἡ γλυκεῖα καὶ μελαγχολικὴ φωνή της, ἡ ἐπιφυλαξις καὶ ἡ ἐν γένει στάσις τῆς ἐφαίνοντο ὡς νὰ ἐκφράζουν ὅτι ἦτο ἐξηντλημένη ἀπὸ τὰς κακουχίας. bbox=[402, 952, 612, 1035]
table-row bbox=[850, 1678, 1163, 1693]
article-paragraph: Ἀπὸ τῆς στιγμῆς ταύτης ἡ Ἀλίκη ἐγνώρισεν ὅτι εἰς τὴν ὑπὸ ἀξίαν τῆς αὐτῆς οἰκίας δὲν ἦτο πλέον μόνη. Ὁ πατήρ της καὶ ὁ φίλος του ἦσαν καθημερινῶς ἐκεῖ. Ἐφοβεῖτο αὐτὸν τὸν ἄνθρωπον καὶ δὲν ἠδύνατο νὰ ἐξηγήσῃ διατί. bbox=[402, 1472, 612, 1568]
article-paragraph: Ἐξηγεῖσθε. Ἐπρεχώρησε κατὰ μῆκος. Διῆλθον πλησίον τοῦ ἁμαξοστασίου τῆς ὁμάδος καὶ τῆς χαρᾶς. Ἡ πόλις ἔμενε σιωπηλὴ καὶ σκοτεινὴ. Καὶ ἐκεῖ μὲ τὴν θέσιν του ἔμεινεν ἀκίνητος ὁ παλαιὸς ἀστυνομικὸς ὑπάλληλος. bbox=[112, 385, 388, 467]
figure-icon bbox=[1121, 782, 1181, 922]
signature-title: Ο ΣΥΜΒΟΥΛΟΣ ΓΕΝ. ΔΙΕΥΘΥΝΤΗΣ bbox=[870, 1742, 1054, 1753]
liability-value: 14.823.552.18 bbox=[1419, 1565, 1496, 1577]
table-row bbox=[850, 1580, 1163, 1594]
table-row bbox=[850, 1552, 1163, 1566]
news-paragraph: Καὶ ἡ βασιλικὴ ἐπίσημος ἑορτὴ ἐτελέσθη ἐν μεγάλῃ πομπῇ. Ἀλλὰ καὶ τὰ θέατρα ἦσαν ἀνοικτὰ καὶ ἔδιδον δωρεὰν παραστάσεις. bbox=[625, 376, 837, 432]
table-row bbox=[1188, 1524, 1501, 1550]
table-row bbox=[1188, 1482, 1501, 1496]
bank-seat: ΕΔΡΑ ΕΝ ΑΘΗΝΑΙΣ—Ὑποκαταστήματα ἐν Πειραιεῖ, ἐν Ἄργει, ἐν Πύργῳ Κερκύρᾳ, Κεφαλληνίᾳ, Καλάμαις, Πάτραις καὶ Σύρῳ. bbox=[1102, 1107, 1490, 1131]
news-paragraph: Κατὰ τὸ γαλλικὸν νομοσχέδιον τῆς προσόδου θεσπίζεται νὰ μεταφέρωνται ἐκ τῶν ἀποικιῶν τὰ προϊόντα ἄνευ δασμοῦ. bbox=[850, 532, 1080, 588]
news-paragraph: Ἐκτὸς ὅλων τούτων ἡ κυβέρνησις ἀπεφάσισε νὰ ἐπιβάλῃ νέους φόρους. Ὅλαι αἱ ἀνακοινώσεις ἔγιναν διὰ τοῦ ἐπισήμου δελτίου. bbox=[850, 326, 1080, 382]
article-paragraph: Ἐξεκίνησε διὰ νὰ συναντήσῃ τὸν Ζίλ εἰς τὴν ἀγορὰν καὶ ἐκεῖ ἔμεινεν ὅλην τὴν ἡμέραν. Ὁ Ζίλ ὅμως δὲν ἐφάνη. Ἦτο ἀνάγκη νὰ ἐπιστρέψῃ τὴν ἑσπέραν. bbox=[402, 732, 612, 802]
rate-value: 3 1/2 ο/ο ἐτησίως bbox=[1394, 1255, 1488, 1267]
liability-value: 15.603.028.12 bbox=[1419, 1551, 1496, 1563]
ad-title: Ο ΙΑΤΡΟΣ bbox=[914, 1054, 1016, 1077]
assets-table bbox=[850, 1482, 1163, 1707]
statement-signing-date: Ἐν Ἀθήναις τῇ 20|3 Μαΐου 1913 bbox=[1068, 1717, 1282, 1732]
horses-illustration bbox=[625, 578, 707, 670]
liability-label: Καταθέσεις ἐν Ὄψει bbox=[1191, 1511, 1301, 1523]
ad-subline: Μαιευτικὰ γυναικολογικά bbox=[1315, 354, 1485, 368]
article-paragraph: Ἐσταμάτησε καὶ ἔρριψεν ἐπὶ τῆς ἐπαύλεως παρατεταμένον βλέμμα θλιβερὸν. Καὶ εἰς αὐτὴν ἀκόμη τὴν ἀπόστασιν, ἡ ἄτακτος καὶ ἡ ἀμελὴς διατήρησις τοῦ τόπου ἦτο καταφανής. Δὲν ὑπῆρχον περισσότερα σημεῖα ζωῆς ἢ εἰς ἓν νεκροταφεῖον. bbox=[112, 848, 388, 931]
rate-label: μετὰ 3 ἔτη καὶ ἄνω bbox=[1104, 1311, 1207, 1323]
ad-hours: Δέχεται 9—12 π. μ. καὶ 3—7 μ. μ. bbox=[871, 1207, 1059, 1221]
rate-value: 5 ο/ο bbox=[1461, 1297, 1488, 1309]
asset-value: 1.733.033.12 bbox=[1088, 1581, 1159, 1593]
ad-title: Δ. ΗΛ. ΠΡΟΜΠΟΝΑ bbox=[1190, 962, 1402, 986]
table-row bbox=[850, 1622, 1163, 1636]
asset-value: 14.250.610.66 bbox=[1081, 1511, 1159, 1523]
surgeon-notice: Ὁ χειροῦργος ἰατρὸς κ. Α. ΧΑΡΙΤΟΣ ἐπανελθὼν ἐκ Λονδίνου ἐπανήρχισε τὰς ἐργασίας του. Δέχεται καθ' ἑκάστην. bbox=[1092, 537, 1292, 593]
liability-value: 5.840.508.95 bbox=[1425, 1579, 1496, 1591]
